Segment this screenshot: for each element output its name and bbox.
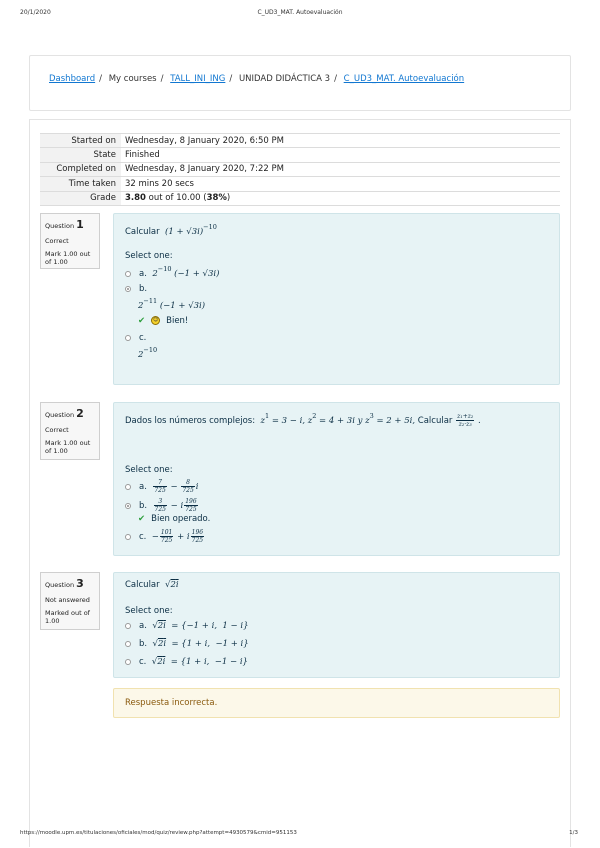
select-one-label: Select one: bbox=[125, 251, 173, 261]
question-content-3 bbox=[113, 572, 560, 678]
question-content-1 bbox=[113, 213, 560, 385]
grade-close: ) bbox=[226, 193, 231, 204]
general-feedback bbox=[113, 688, 560, 718]
answer-feedback: ✔ ☺ Bien! bbox=[138, 316, 189, 326]
breadcrumb-quiz[interactable]: C_UD3_MAT. Autoevaluación bbox=[343, 74, 465, 84]
question-number: 2 bbox=[76, 407, 84, 420]
question-label: Question bbox=[45, 581, 75, 589]
question-info-1 bbox=[40, 213, 100, 269]
print-date: 20/1/2020 bbox=[20, 9, 51, 16]
radio-button[interactable] bbox=[125, 659, 131, 665]
question-prompt: Calcular $(1 + √3i)^{-10}$ bbox=[125, 223, 217, 237]
radio-button-selected[interactable] bbox=[125, 503, 131, 509]
breadcrumb-separator: / bbox=[334, 74, 337, 84]
select-one-label: Select one: bbox=[125, 606, 173, 616]
answer-option-c[interactable]: c. bbox=[125, 333, 146, 343]
question-mark: Mark 1.00 out of 1.00 bbox=[45, 438, 91, 456]
grade-score: 3.80 bbox=[125, 193, 146, 204]
breadcrumb-unit: UNIDAD DIDÁCTICA 3 bbox=[238, 74, 331, 84]
question-number: 3 bbox=[76, 577, 84, 590]
select-one-label: Select one: bbox=[125, 465, 173, 475]
radio-button[interactable] bbox=[125, 271, 131, 277]
question-mark: Marked out of 1.00 bbox=[45, 608, 90, 626]
question-state: Correct bbox=[45, 425, 69, 434]
summary-row bbox=[40, 148, 560, 162]
answer-option-b[interactable]: b. bbox=[125, 284, 147, 294]
answer-option-a[interactable]: a. $\frac{7}{725}$ − $\frac{8}{725}$ i bbox=[125, 479, 198, 494]
answer-option-b-formula: $2^{-11}$ (−1 + √3i) bbox=[138, 297, 206, 311]
summary-value: Wednesday, 8 January 2020, 6:50 PM bbox=[121, 134, 560, 148]
breadcrumb-dashboard[interactable]: Dashboard bbox=[49, 74, 96, 84]
question-number: 1 bbox=[76, 218, 84, 231]
question-formula: $(1 + √3i)^{-10}$ bbox=[162, 223, 217, 237]
print-url: https://moodle.upm.es/titulaciones/oficiales/mod/quiz/review.php?attempt=4930579&cmid=951153 bbox=[20, 830, 297, 836]
radio-button-selected[interactable] bbox=[125, 286, 131, 292]
summary-label: State bbox=[40, 148, 121, 162]
radio-button[interactable] bbox=[125, 534, 131, 540]
summary-value: Finished bbox=[121, 148, 560, 162]
answer-option-c-formula: $2^{-10}$ bbox=[138, 346, 158, 360]
radio-button[interactable] bbox=[125, 623, 131, 629]
summary-label: Completed on bbox=[40, 162, 121, 176]
grade-percent: 38% bbox=[206, 193, 227, 204]
answer-option-c[interactable]: c. √2i = {1 + i, −1 − i} bbox=[125, 657, 248, 667]
answer-option-a[interactable]: a. $2^{-10}$ (−1 + √3i) bbox=[125, 265, 219, 279]
question-state: Correct bbox=[45, 236, 69, 245]
answer-option-b[interactable]: b. √2i = {1 + i, −1 + i} bbox=[125, 639, 249, 649]
smiley-icon: ☺ bbox=[153, 317, 159, 323]
summary-row bbox=[40, 162, 560, 176]
breadcrumb-panel bbox=[29, 55, 571, 111]
question-info-3 bbox=[40, 572, 100, 630]
summary-label: Time taken bbox=[40, 177, 121, 191]
check-icon: ✔ bbox=[138, 514, 146, 524]
grade-out-of: out of 10.00 ( bbox=[145, 193, 207, 204]
breadcrumb-separator: / bbox=[99, 74, 102, 84]
breadcrumb-separator: / bbox=[160, 74, 164, 84]
radio-button[interactable] bbox=[125, 641, 131, 647]
radio-button[interactable] bbox=[125, 335, 131, 341]
question-label: Question bbox=[45, 411, 75, 419]
question-prompt: Dados los números complejos: $z^1 = 3 - i$, $z^2 = 4 + 3i$ y $z^3 = 2 + 5i$, Calcular $\frac{\text{z₁+z₂}}{\text{z₂·z₃}}$ . bbox=[125, 412, 481, 428]
answer-option-c[interactable]: c. − $\frac{101}{725}$ + i $\frac{196}{725}$ bbox=[125, 529, 205, 544]
answer-option-a[interactable]: a. √2i = {−1 + i, 1 − i} bbox=[125, 621, 249, 631]
question-info-2 bbox=[40, 402, 100, 460]
summary-label: Grade bbox=[40, 191, 121, 205]
breadcrumb-my-courses: My courses bbox=[108, 74, 157, 84]
summary-row bbox=[40, 177, 560, 191]
breadcrumb-course[interactable]: TALL_INI_ING bbox=[170, 74, 226, 84]
question-prompt: Calcular √2i bbox=[125, 580, 179, 590]
summary-row bbox=[40, 191, 560, 205]
question-label: Question bbox=[45, 222, 75, 230]
attempt-summary-table bbox=[40, 133, 560, 206]
print-page-number: 1/3 bbox=[569, 830, 578, 836]
check-icon: ✔ bbox=[138, 316, 146, 326]
summary-value: Wednesday, 8 January 2020, 7:22 PM bbox=[121, 162, 560, 176]
print-title: C_UD3_MAT. Autoevaluación bbox=[257, 9, 343, 16]
general-feedback-text: Respuesta incorrecta. bbox=[125, 698, 218, 708]
question-content-2 bbox=[113, 402, 560, 556]
breadcrumb bbox=[49, 74, 464, 84]
answer-feedback: ✔ Bien operado. bbox=[138, 514, 211, 524]
summary-row bbox=[40, 134, 560, 148]
summary-label: Started on bbox=[40, 134, 121, 148]
question-state: Not answered bbox=[45, 595, 90, 604]
answer-option-b[interactable]: b. $\frac{3}{725}$ − i $\frac{196}{725}$ bbox=[125, 498, 199, 513]
breadcrumb-separator: / bbox=[229, 74, 233, 84]
grade-value bbox=[121, 191, 560, 205]
question-mark: Mark 1.00 out of 1.00 bbox=[45, 249, 91, 267]
summary-value: 32 mins 20 secs bbox=[121, 177, 560, 191]
radio-button[interactable] bbox=[125, 484, 131, 490]
